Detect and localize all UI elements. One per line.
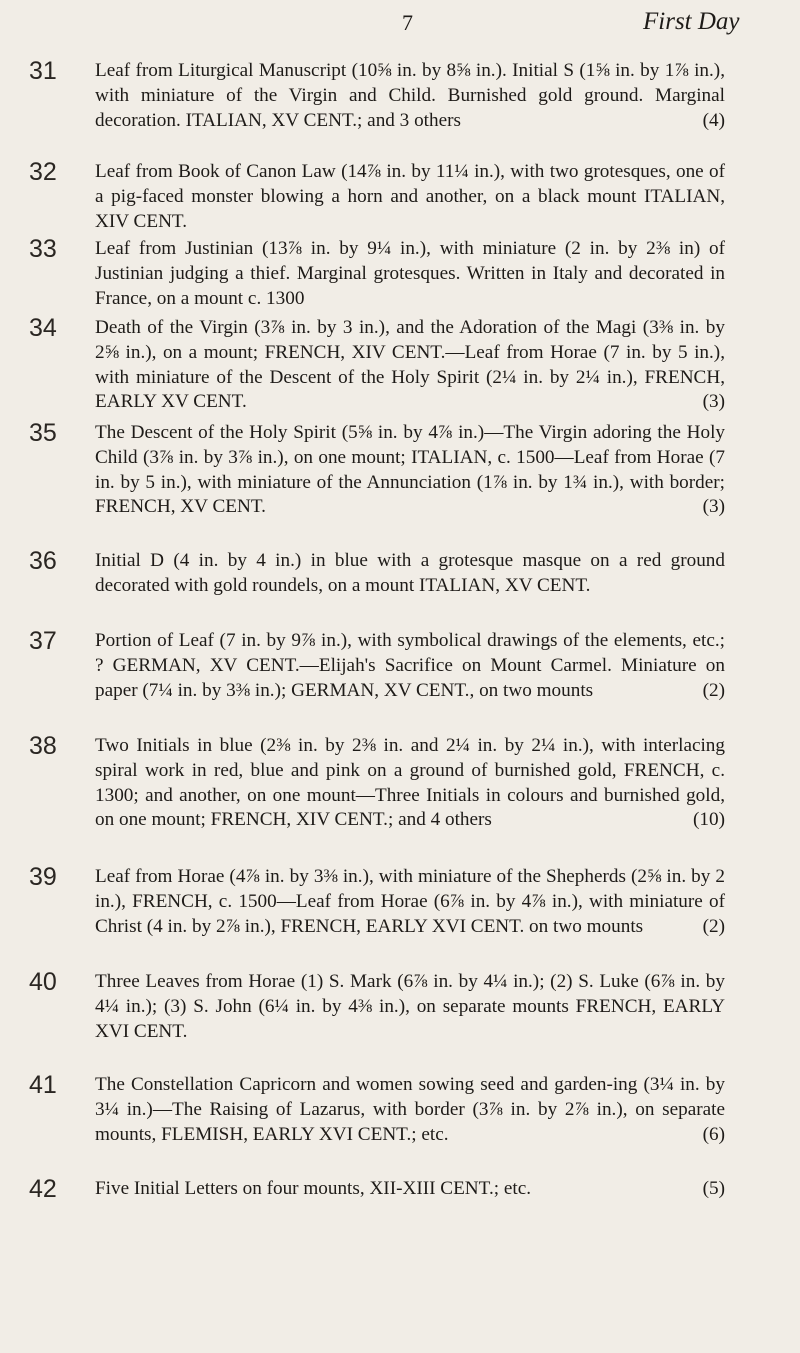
lot-text: Portion of Leaf (7 in. by 9⅞ in.), with symbolical drawings of the elements, etc.; ? GERMAN, XV CENT.—Elijah's Sacrifice on Mount Carmel. Miniature on paper (7¼ in. by 3⅜ in.); GERMAN, XV CENT., on two mounts [95, 630, 725, 701]
lot-quantity: (2) [702, 915, 725, 937]
page-header [0, 8, 800, 48]
lot-number: 41 [29, 1071, 57, 1099]
lot-text: The Constellation Capricorn and women sowing seed and garden-ing (3¼ in. by 3¼ in.)—The Raising of Lazarus, with border (3⅞ in. by 2⅞ in.), on separate mounts, FLEMISH, EARLY XVI CENT.; etc. [95, 1074, 725, 1145]
lot-number: 36 [29, 547, 57, 575]
lot-text: Leaf from Book of Canon Law (14⅞ in. by 11¼ in.), with two grotesques, one of a pig-faced monster blowing a horn and another, on a black mount ITALIAN, XIV CENT. [95, 161, 725, 232]
lot-number: 37 [29, 627, 57, 655]
lot-number: 32 [29, 158, 57, 186]
lot-description [95, 59, 725, 133]
lot-text: Three Leaves from Horae (1) S. Mark (6⅞ in. by 4¼ in.); (2) S. Luke (6⅞ in. by 4¼ in.); (3) S. John (6¼ in. by 4⅜ in.), on separate mounts FRENCH, EARLY XVI CENT. [95, 971, 725, 1042]
lot-description [95, 237, 725, 311]
lot-quantity: (5) [702, 1178, 725, 1199]
lot-description [95, 316, 725, 415]
lot-quantity: (3) [702, 496, 725, 518]
lot-number: 42 [29, 1175, 57, 1203]
lot-description [95, 865, 725, 939]
lot-description [95, 970, 725, 1044]
lot-text: The Descent of the Holy Spirit (5⅝ in. by 4⅞ in.)—The Virgin adoring the Holy Child (3⅞ in. by 3⅞ in.), on one mount; ITALIAN, c. 1500—Leaf from Horae (7 in. by 5 in.), with miniature of the Annunciation (1⅞ in. by 1¾ in.), with border; FRENCH, XV CENT. [95, 422, 725, 518]
lot-description [95, 1073, 725, 1147]
lot-quantity: (10) [693, 809, 725, 831]
lot-description [95, 629, 725, 703]
lot-quantity: (6) [702, 1123, 725, 1145]
lot-text: Leaf from Liturgical Manuscript (10⅝ in. by 8⅝ in.). Initial S (1⅝ in. by 1⅞ in.), with miniature of the Virgin and Child. Burnished gold ground. Marginal decoration. ITALIAN, XV CENT.; and 3 others [95, 60, 725, 131]
lot-quantity: (2) [702, 679, 725, 701]
lot-text: Five Initial Letters on four mounts, XII-XIII CENT.; etc. [95, 1178, 532, 1199]
lot-description [95, 734, 725, 833]
lot-number: 31 [29, 57, 57, 85]
lot-text: Leaf from Horae (4⅞ in. by 3⅜ in.), with miniature of the Shepherds (2⅝ in. by 2 in.), FRENCH, c. 1500—Leaf from Horae (6⅞ in. by 4⅞ in.), with miniature of Christ (4 in. by 2⅞ in.), FRENCH, EARLY XVI CENT. on two mounts [95, 866, 725, 937]
lot-number: 33 [29, 235, 57, 263]
lot-text: Two Initials in blue (2⅜ in. by 2⅜ in. and 2¼ in. by 2¼ in.), with interlacing spiral work in red, blue and pink on a ground of burnished gold, FRENCH, c. 1300; and another, on one mount—Three Initials in colours and burnished gold, on one mount; FRENCH, XIV CENT.; and 4 others [95, 735, 725, 831]
lot-description [95, 160, 725, 234]
lot-text: Initial D (4 in. by 4 in.) in blue with a grotesque masque on a red ground decorated with gold roundels, on a mount ITALIAN, XV CENT. [95, 550, 725, 596]
lot-number: 38 [29, 732, 57, 760]
lot-description [95, 549, 725, 599]
lot-text: Death of the Virgin (3⅞ in. by 3 in.), and the Adoration of the Magi (3⅜ in. by 2⅝ in.), on a mount; FRENCH, XIV CENT.—Leaf from Horae (7 in. by 5 in.), with miniature of the Descent of the Holy Spirit (2¼ in. by 2¼ in.), FRENCH, EARLY XV CENT. [95, 317, 725, 413]
running-head: First Day [643, 8, 740, 35]
lot-number: 40 [29, 968, 57, 996]
lot-quantity: (3) [702, 391, 725, 413]
lot-text: Leaf from Justinian (13⅞ in. by 9¼ in.), with miniature (2 in. by 2⅜ in) of Justinian judging a thief. Marginal grotesques. Written in Italy and decorated in France, on a mount c. 1300 [95, 238, 725, 309]
page-number: 7 [402, 10, 413, 35]
lot-quantity: (4) [702, 109, 725, 131]
lot-number: 39 [29, 863, 57, 891]
lot-number: 35 [29, 419, 57, 447]
lot-number: 34 [29, 314, 57, 342]
lot-description [95, 1177, 725, 1202]
lot-description [95, 421, 725, 520]
